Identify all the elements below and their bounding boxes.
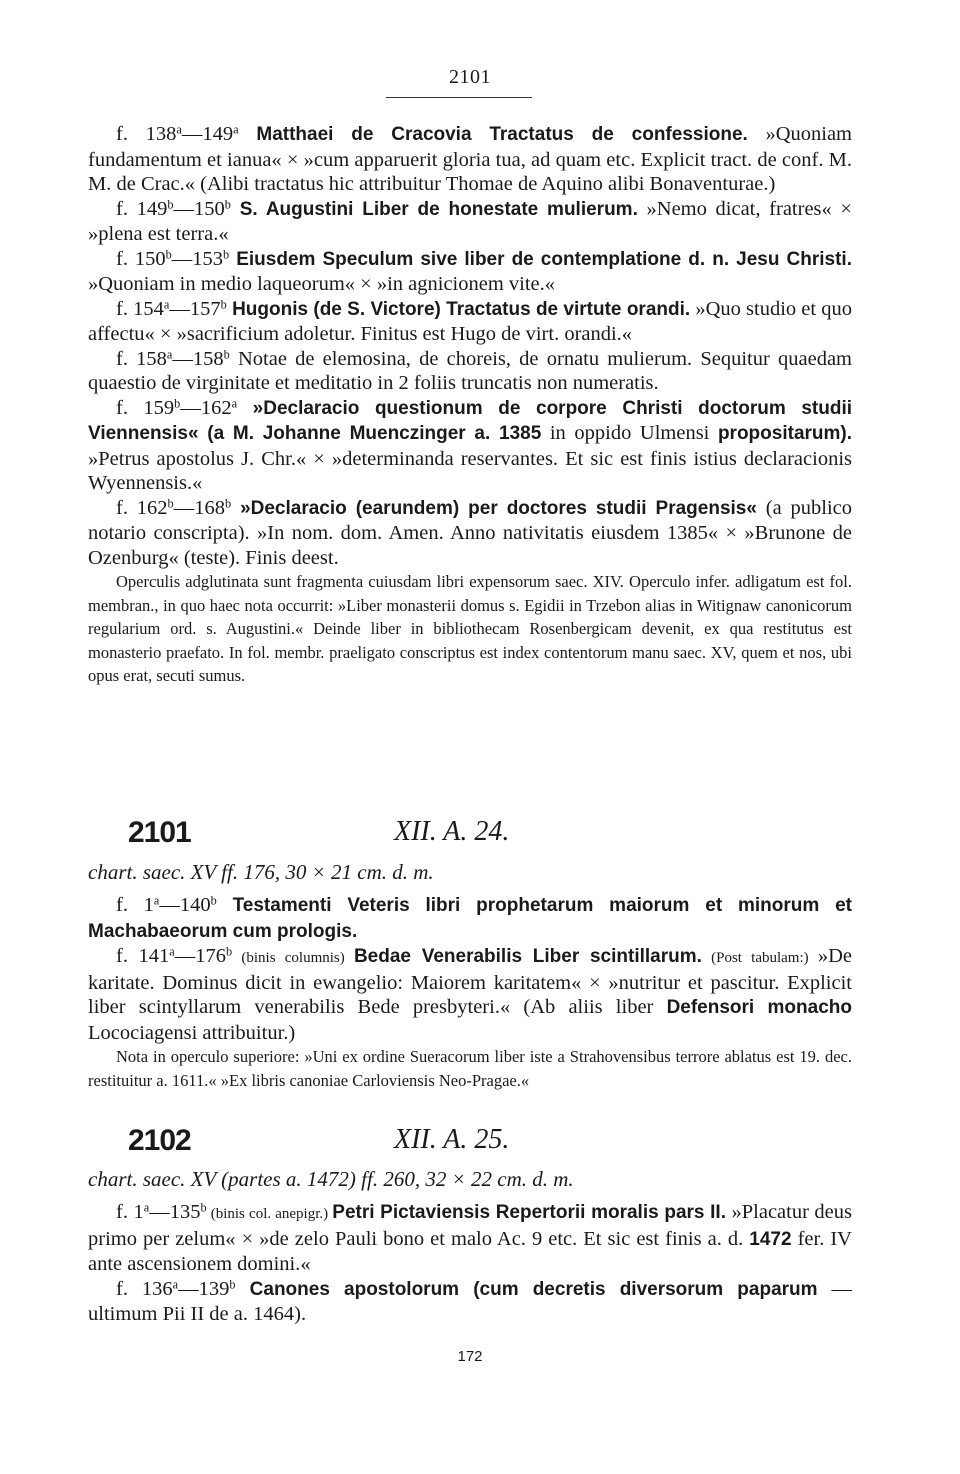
entry-number: 2102 — [128, 1124, 191, 1157]
item-159: f. 159$^b$—162$^a$ »Declaracio questionum de corpore Christi doctorum studii Viennensis« (a M. Johanne Muenczinger a. 1385 in oppido Ulmensi propositarum). »Petrus apostolus J. Chr.« × »determinanda reservantes. Et sic est finis istius declaracionis Wyennensis.« — [88, 395, 853, 494]
item-1: f. 1$^a$—135$^b$ (binis col. anepigr.) Petri Pictaviensis Repertorii moralis pars II. »Placatur deus primo per zelum« × »de zelo Pauli bono et malo Ac. 9 etc. Et sic est finis a. d. 1472 fer. IV ante ascensionem domini.« — [88, 1200, 852, 1275]
item-158: f. 158$^a$—158$^b$ Notae de elemosina, de choreis, de ornatu mulierum. Sequitur quaedam quaestio de virginitate et meditatio in 2 foliis truncatis non numeratis. — [88, 346, 853, 394]
entry-2101-description: chart. saec. XV ff. 176, 30 × 21 cm. d. m. — [88, 860, 434, 884]
item-141: f. 141$^a$—176$^b$ (binis columnis) Bedae Venerabilis Liber scintillarum. (Post tabulam:) »De karitate. Dominus dicit in ewangelio: Maiorem karitatem« × »nutritur et pascitur. Explicit liber scintyllarum venerabilis Bede presbyteri.« (Ab aliis liber Defensori monacho Locociagensi attribuitur.) — [88, 944, 853, 1044]
entry-2102-heading — [88, 1124, 852, 1160]
page-number: 172 — [457, 1348, 483, 1365]
entry-2102-description: chart. saec. XV (partes a. 1472) ff. 260, 32 × 22 cm. d. m. — [88, 1167, 574, 1191]
note-paragraph: Operculis adglutinata sunt fragmenta cuiusdam libri expensorum saec. XIV. Operculo infer. adligatum est fol. membran., in quo haec nota occurrit: »Liber monasterii domus s. Egidii in Trzebon alias in Witignaw canonicorum regularium ord. s. Augustini.« Deinde liber in bibliothecam Rosenbergicam devenit, ex qua restitutus est monasterio praefato. In fol. membr. praeligato conscriptus est index contentorum manu saec. XV, quem et nos, ubi opus erat, secuti sumus. — [88, 572, 852, 686]
item-150: f. 150$^b$—153$^b$ Eiusdem Speculum sive liber de contemplatione d. n. Jesu Christi. »Quoniam in medio laqueorum« × »in agnicionem vite.« — [88, 246, 852, 295]
entry-2101-heading — [88, 816, 852, 852]
item-149: f. 149$^b$—150$^b$ S. Augustini Liber de honestate mulierum. »Nemo dicat, fratres« × »plena est terra.« — [88, 196, 852, 245]
item-138: f. 138$^a$—149$^a$ Matthaei de Cracovia Tractatus de confessione. »Quoniam fundamentum et ianua« × »cum apparuerit gloria tua, ad quam etc. Explicit tract. de conf. M. M. de Crac.« (Alibi tractatus hic attribuitur Thomae de Aquino alibi Bonaventurae.) — [88, 122, 853, 195]
running-head: 2101 — [449, 66, 491, 88]
header-rule — [386, 97, 532, 98]
item-154: f. 154$^a$—157$^b$ Hugonis (de S. Victore) Tractatus de virtute orandi. »Quo studio et quo affectu« × »sacrificium adoletur. Finitus est Hugo de virt. orandi.« — [88, 296, 853, 345]
entry-number: 2101 — [128, 816, 191, 849]
note-paragraph: Nota in operculo superiore: »Uni ex ordine Sueracorum liber iste a Strahovensibus terrore ablatus est 19. dec. restituitur a. 1611.« »Ex libris canoniae Carloviensis Neo-Pragae.« — [88, 1047, 852, 1090]
item-136: f. 136$^a$—139$^b$ Canones apostolorum (cum decretis diversorum paparum — ultimum Pii II de a. 1464). — [88, 1276, 852, 1325]
item-162: f. 162$^b$—168$^b$ »Declaracio (earundem) per doctores studii Pragensis« (a publico notario conscripta). »In nom. dom. Amen. Anno nativitatis eiusdem 1385« × »Brunone de Ozenburg« (teste). Finis deest. — [88, 495, 852, 569]
entry-signature: XII. A. 25. — [394, 1124, 510, 1155]
top-entries — [88, 122, 852, 688]
item-1: f. 1$^a$—140$^b$ Testamenti Veteris libri prophetarum maiorum et minorum et Machabaeorum cum prologis. — [88, 893, 852, 942]
entry-2102-body — [88, 1200, 852, 1327]
entry-signature: XII. A. 24. — [394, 816, 510, 847]
entry-2101-body — [88, 893, 852, 1092]
